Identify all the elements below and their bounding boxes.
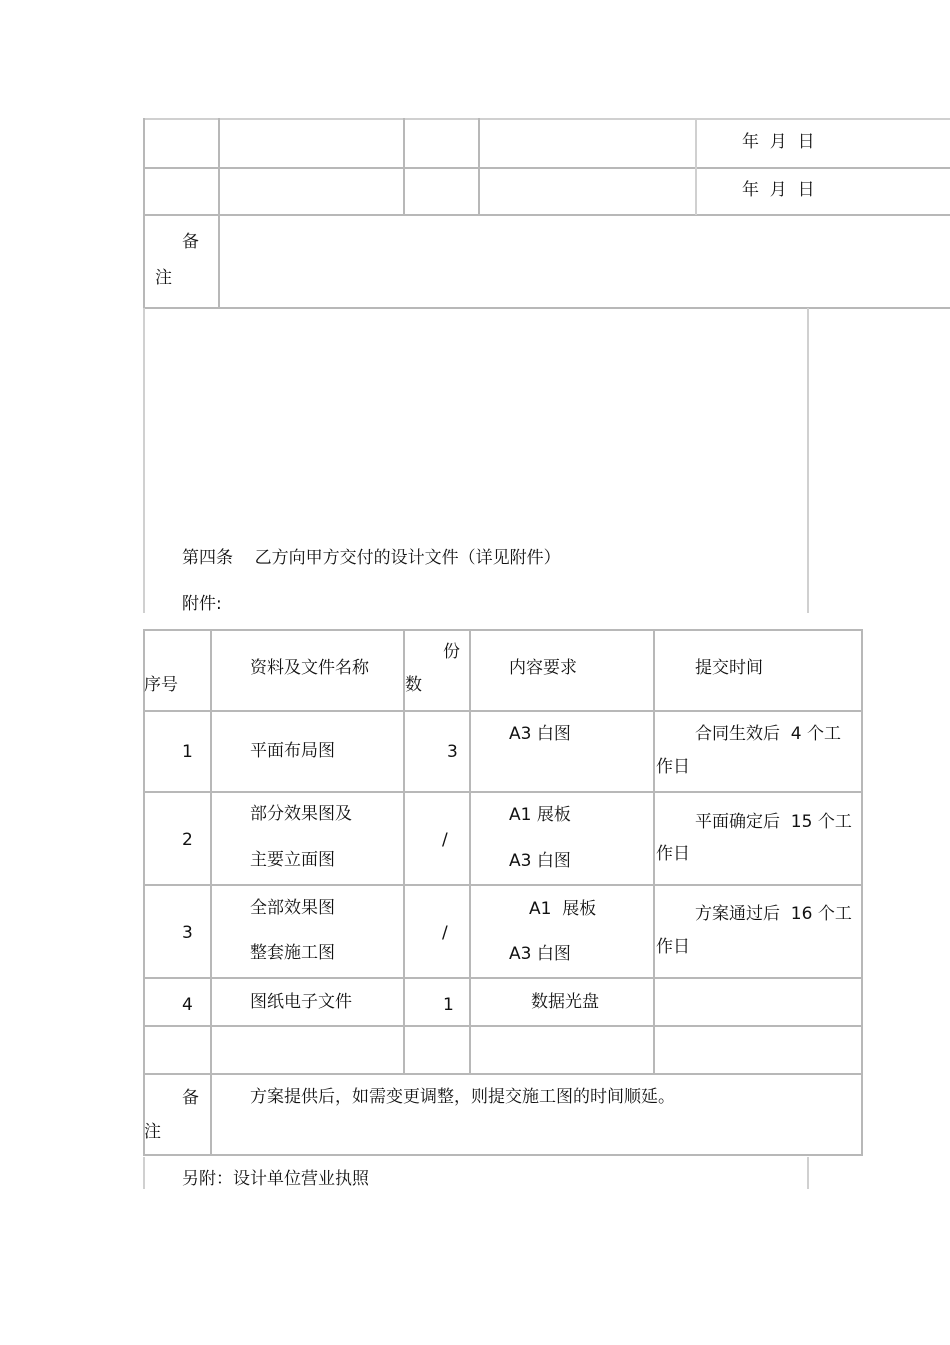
remark-text: 方案提供后，如需变更调整，则提交施工图的时间顺延。 [250, 1087, 675, 1107]
row-name: 全部效果图 [250, 898, 335, 918]
frame-line [143, 1157, 145, 1189]
remark-label: 备 [182, 232, 199, 252]
row-content: A1 展板 [529, 899, 597, 919]
row-time: 平面确定后 15 个工 [695, 812, 852, 832]
row-name: 部分效果图及 [250, 804, 352, 824]
row-seq: 3 [182, 923, 193, 943]
attachment-label: 附件: [182, 594, 222, 614]
row-copies: / [442, 923, 448, 943]
row-seq: 4 [182, 995, 193, 1015]
frame-line [807, 308, 809, 613]
remark-label: 注 [155, 268, 172, 288]
row-time: 作日 [656, 757, 690, 777]
row-content: 数据光盘 [531, 992, 599, 1012]
row-seq: 2 [182, 830, 193, 850]
row-content: A3 白图 [509, 851, 571, 871]
row-copies: 3 [447, 742, 458, 762]
row-content: A1 展板 [509, 805, 571, 825]
row-content: A3 白图 [509, 944, 571, 964]
row-time: 合同生效后 4 个工 [695, 724, 842, 744]
date-cell: 年 月 日 [742, 180, 815, 200]
section-heading: 第四条 乙方向甲方交付的设计文件（详见附件） [182, 548, 561, 568]
row-name: 主要立面图 [250, 850, 335, 870]
header-copies: 数 [405, 675, 422, 695]
row-copies: / [442, 830, 448, 850]
header-seq: 序号 [144, 675, 178, 695]
row-time: 方案通过后 16 个工 [695, 904, 852, 924]
date-cell: 年 月 日 [742, 132, 815, 152]
row-name: 整套施工图 [250, 943, 335, 963]
row-name: 平面布局图 [250, 741, 335, 761]
row-copies: 1 [443, 995, 454, 1015]
row-seq: 1 [182, 742, 193, 762]
header-copies: 份 [443, 642, 460, 662]
header-name: 资料及文件名称 [250, 658, 369, 678]
remark-label: 备 [182, 1088, 199, 1108]
row-time: 作日 [656, 937, 690, 957]
row-time: 作日 [656, 844, 690, 864]
header-content: 内容要求 [509, 658, 577, 678]
remark-label: 注 [144, 1122, 161, 1142]
frame-line [807, 1157, 809, 1189]
footer-note: 另附：设计单位营业执照 [182, 1169, 369, 1189]
row-name: 图纸电子文件 [250, 992, 352, 1012]
frame-line [143, 308, 145, 613]
header-time: 提交时间 [695, 658, 763, 678]
row-content: A3 白图 [509, 724, 571, 744]
